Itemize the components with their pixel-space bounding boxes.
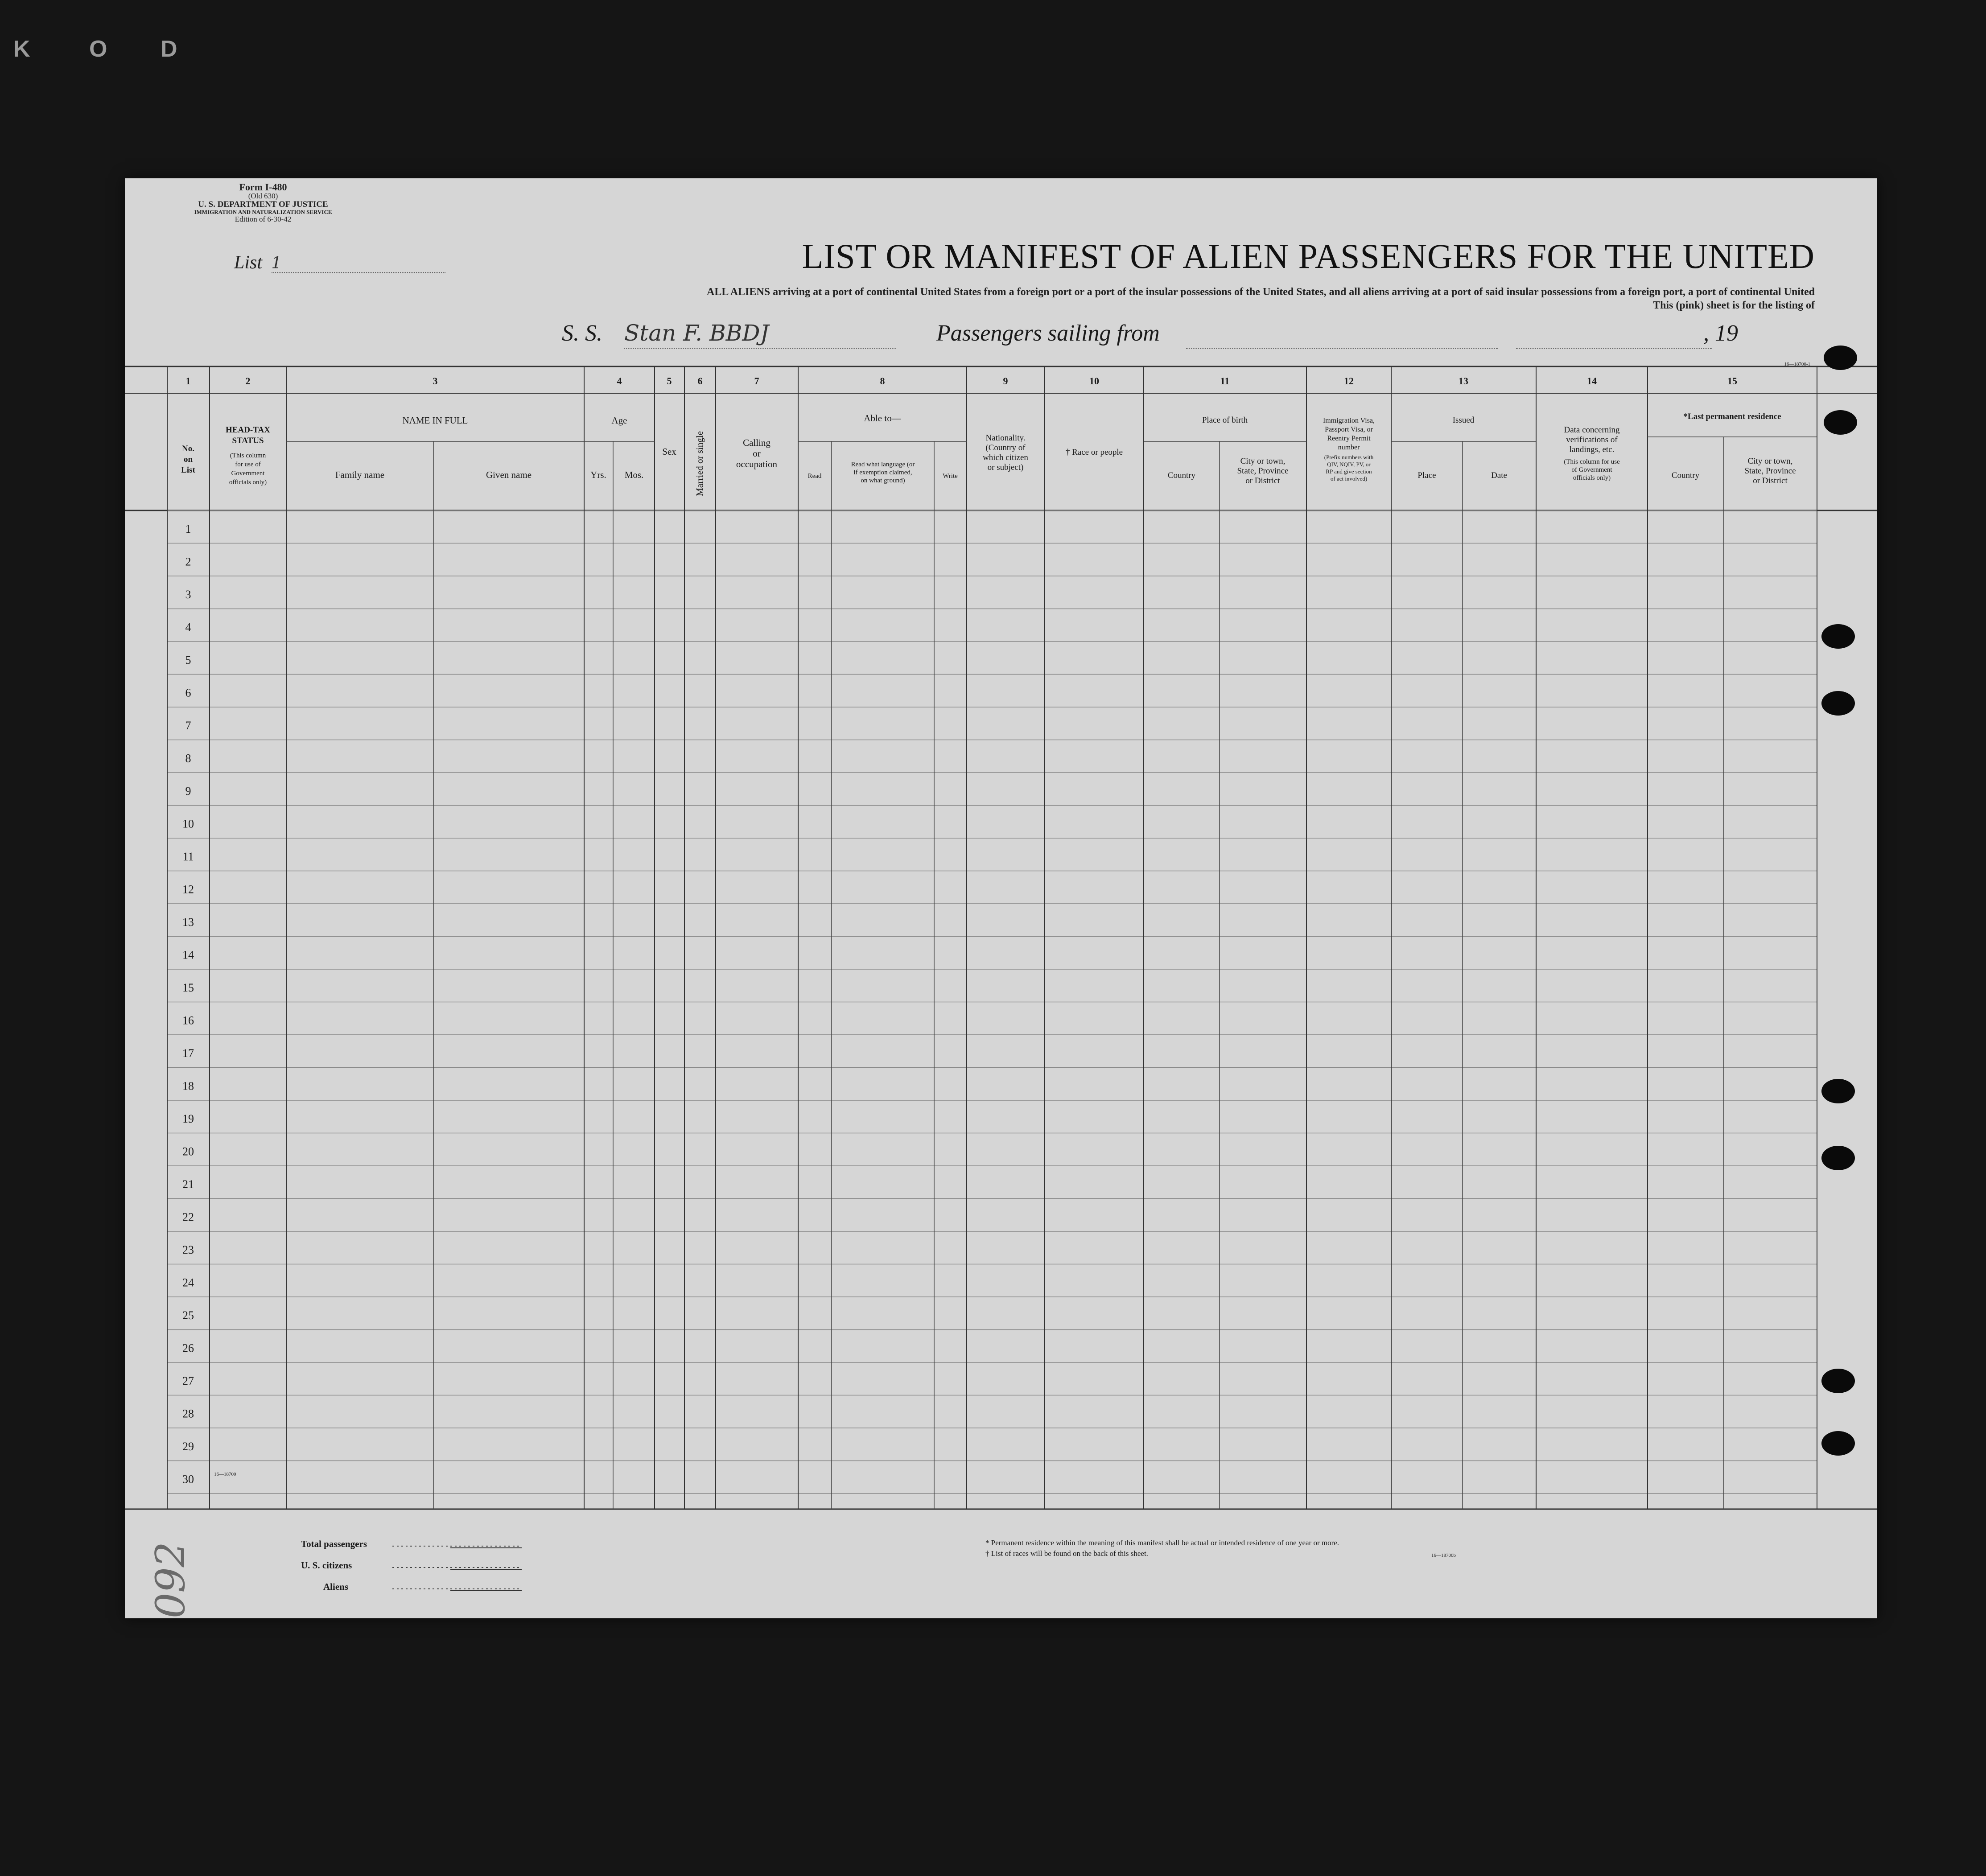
punch-hole — [1821, 1079, 1855, 1103]
punch-hole — [1821, 691, 1855, 716]
row-number: 22 — [182, 1210, 194, 1224]
header-head-tax-note-4: officials only) — [229, 479, 267, 486]
row-number: 24 — [182, 1276, 194, 1289]
row-number: 25 — [182, 1308, 194, 1322]
row-number: 11 — [182, 850, 194, 863]
header-able-to: Able to— — [864, 413, 901, 424]
column-number-15: 15 — [1727, 375, 1737, 387]
row-number: 2 — [185, 555, 191, 568]
total-passengers-label: Total passengers — [301, 1539, 367, 1549]
header-visa-3: Reentry Permit — [1327, 435, 1371, 442]
header-mos: Mos. — [624, 469, 644, 480]
us-citizens-label: U. S. citizens — [301, 1560, 352, 1571]
footnote-races: † List of races will be found on the back of this sheet. — [985, 1549, 1148, 1558]
row-number: 16 — [182, 1014, 194, 1027]
row-number: 9 — [185, 784, 191, 798]
column-number-1: 1 — [185, 375, 191, 387]
header-write: Write — [943, 473, 958, 480]
row-number: 21 — [182, 1177, 194, 1191]
header-landings-3: landings, etc. — [1569, 445, 1615, 454]
column-number-4: 4 — [617, 375, 622, 387]
aliens-label: Aliens — [323, 1581, 349, 1592]
footnote-permanent-residence: * Permanent residence within the meaning of this manifest shall be actual or intended residence of one year or more. — [985, 1539, 1339, 1547]
header-issued-date: Date — [1491, 471, 1507, 480]
margin-handwriting: 092 — [147, 1542, 194, 1618]
row-number: 26 — [182, 1341, 194, 1355]
header-head-tax-note-3: Government — [231, 470, 265, 477]
header-no-line-1: No. — [182, 444, 194, 453]
column-number-12: 12 — [1344, 375, 1354, 387]
header-family-name: Family name — [335, 469, 385, 480]
header-visa-note-1: (Prefix numbers with — [1324, 454, 1374, 461]
row-number: 19 — [182, 1112, 194, 1125]
header-calling-1: Calling — [743, 437, 771, 448]
header-given-name: Given name — [486, 469, 532, 480]
row-number: 13 — [182, 915, 194, 929]
column-number-10: 10 — [1089, 375, 1099, 387]
row-number: 20 — [182, 1145, 194, 1158]
column-number-5: 5 — [667, 375, 672, 387]
row-number: 15 — [182, 981, 194, 994]
header-read-language-2: if exemption claimed, — [853, 469, 912, 476]
print-code-bottom: 16—18700 — [214, 1472, 236, 1477]
header-visa-2: Passport Visa, or — [1325, 426, 1373, 433]
header-yrs: Yrs. — [590, 469, 606, 480]
row-number: 1 — [185, 522, 191, 535]
header-nationality-2: (Country of — [985, 443, 1026, 453]
column-number-2: 2 — [245, 375, 251, 387]
column-number-3: 3 — [433, 375, 438, 387]
header-age: Age — [611, 415, 627, 426]
punch-hole — [1824, 410, 1857, 435]
header-visa-4: number — [1338, 444, 1360, 451]
header-birth-city-1: City or town, — [1240, 457, 1286, 466]
header-head-tax-note-2: for use of — [235, 461, 261, 468]
column-number-14: 14 — [1587, 375, 1597, 387]
header-read-language-3: on what ground) — [861, 477, 905, 484]
header-landings-note-3: officials only) — [1573, 474, 1611, 481]
year-label: , 19 — [1703, 321, 1738, 346]
department-name: U. S. DEPARTMENT OF JUSTICE — [198, 199, 328, 209]
film-mark-k: K — [13, 36, 30, 62]
header-sex: Sex — [662, 446, 676, 457]
ss-label: S. S. — [562, 321, 602, 346]
header-nationality-3: which citizen — [983, 453, 1028, 462]
subtitle-line-1: ALL ALIENS arriving at a port of continental United States from a foreign port or a port of the insular possessions of the United States, and all aliens arriving at a port of said insular possessions from a foreign port, a port of continental United — [707, 286, 1815, 298]
header-visa-note-2: QIV, NQIV, PV, or — [1327, 461, 1371, 468]
header-birth-city-3: or District — [1245, 476, 1280, 485]
punch-hole — [1824, 346, 1857, 370]
row-number: 10 — [182, 817, 194, 831]
sailing-label: Passengers sailing from — [936, 321, 1160, 346]
header-birth-country: Country — [1167, 471, 1196, 480]
header-race: † Race or people — [1065, 448, 1123, 457]
header-nationality-1: Nationality. — [985, 433, 1026, 443]
header-head-tax-2: STATUS — [232, 436, 264, 445]
film-mark-d: D — [161, 36, 177, 62]
column-number-6: 6 — [697, 375, 703, 387]
header-issued: Issued — [1452, 416, 1475, 425]
column-number-8: 8 — [880, 375, 885, 387]
header-birth-city-2: State, Province — [1237, 466, 1289, 476]
row-number: 17 — [182, 1046, 194, 1060]
header-name-in-full: NAME IN FULL — [402, 415, 468, 426]
print-code-top: 16—18700-1 — [1784, 362, 1810, 367]
column-number-13: 13 — [1459, 375, 1468, 387]
punch-hole — [1821, 1146, 1855, 1170]
form-number: Form I-480 — [239, 181, 287, 193]
row-number: 28 — [182, 1407, 194, 1420]
header-landings-note-1: (This column for use — [1564, 458, 1620, 465]
header-no-line-3: List — [181, 465, 195, 475]
list-number-field[interactable]: 1 — [272, 254, 445, 273]
header-last-residence: *Last permanent residence — [1683, 412, 1781, 421]
row-number: 30 — [182, 1473, 194, 1486]
header-head-tax-1: HEAD-TAX — [226, 425, 270, 435]
header-calling-3: occupation — [736, 459, 778, 469]
header-residence-city-3: or District — [1753, 476, 1788, 485]
row-number: 12 — [182, 883, 194, 896]
row-number: 29 — [182, 1440, 194, 1453]
print-code-footer: 16—18700b — [1431, 1553, 1456, 1558]
column-number-11: 11 — [1220, 375, 1230, 387]
header-place-of-birth: Place of birth — [1202, 416, 1248, 425]
manifest-sheet — [125, 178, 1877, 1618]
form-edition: Edition of 6-30-42 — [235, 214, 292, 223]
header-no-line-2: on — [183, 455, 193, 464]
header-landings-2: verifications of — [1566, 435, 1618, 444]
punch-hole — [1821, 624, 1855, 649]
manifest-title: LIST OR MANIFEST OF ALIEN PASSENGERS FOR THE UNITED — [802, 237, 1815, 276]
header-residence-country: Country — [1671, 471, 1700, 480]
column-number-7: 7 — [754, 375, 759, 387]
header-read: Read — [808, 473, 822, 480]
manifest-table — [125, 178, 1877, 1618]
row-number: 3 — [185, 588, 191, 601]
ship-name-field[interactable]: Stan F. BBDJ — [624, 320, 769, 346]
row-number: 27 — [182, 1374, 194, 1387]
form-old-number: (Old 630) — [248, 192, 278, 201]
row-number: 23 — [182, 1243, 194, 1256]
header-head-tax-note-1: (This column — [230, 452, 266, 459]
row-number: 18 — [182, 1079, 194, 1093]
row-number: 14 — [182, 948, 194, 962]
row-number: 8 — [185, 752, 191, 765]
list-label: List — [234, 252, 263, 273]
header-landings-1: Data concerning — [1564, 425, 1620, 435]
header-calling-2: or — [753, 448, 761, 459]
header-nationality-4: or subject) — [987, 463, 1024, 472]
punch-hole — [1821, 1431, 1855, 1456]
header-visa-note-3: RP and give section — [1326, 468, 1372, 475]
column-number-9: 9 — [1003, 375, 1008, 387]
row-number: 7 — [185, 719, 191, 732]
header-visa-1: Immigration Visa, — [1323, 417, 1375, 424]
header-landings-note-2: of Government — [1571, 466, 1612, 473]
film-mark-o: O — [89, 36, 107, 62]
subtitle-line-2: This (pink) sheet is for the listing of — [1653, 300, 1815, 311]
row-number: 5 — [185, 653, 191, 666]
service-name: IMMIGRATION AND NATURALIZATION SERVICE — [194, 208, 332, 215]
header-issued-place: Place — [1417, 471, 1436, 480]
header-residence-city-1: City or town, — [1747, 457, 1793, 466]
punch-hole — [1821, 1369, 1855, 1393]
row-number: 4 — [185, 621, 191, 634]
header-visa-note-4: of act involved) — [1330, 475, 1368, 482]
header-residence-city-2: State, Province — [1744, 466, 1796, 476]
row-number: 6 — [185, 686, 191, 699]
header-married-single: Married or single — [694, 431, 705, 496]
header-read-language-1: Read what language (or — [851, 461, 915, 468]
